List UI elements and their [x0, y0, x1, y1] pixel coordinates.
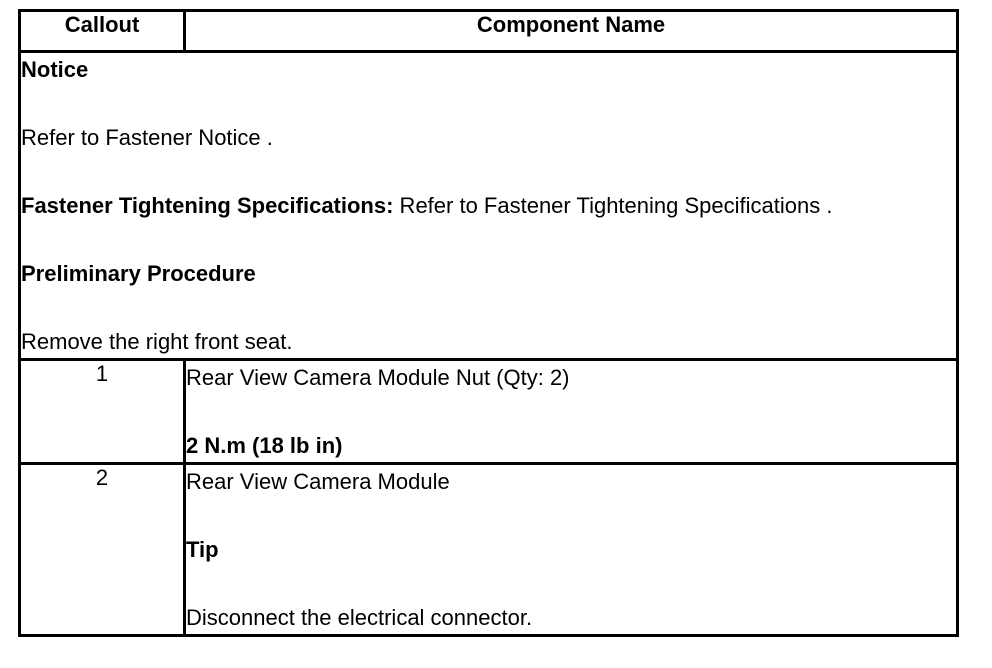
preliminary-procedure-text: Remove the right front seat.: [21, 329, 293, 354]
tightening-spec-line: [21, 189, 956, 222]
notice-heading: Notice: [21, 57, 89, 82]
table-header-row: [20, 11, 958, 52]
preliminary-procedure-heading: Preliminary Procedure: [21, 261, 256, 286]
tip-heading: Tip: [186, 537, 219, 562]
callout-cell: 1: [20, 360, 185, 464]
intro-row: [20, 52, 958, 360]
intro-cell: [20, 52, 958, 360]
component-cell: [185, 464, 958, 636]
callout-column-header: Callout: [20, 11, 185, 52]
tightening-spec-label: Fastener Tightening Specifications:: [21, 193, 394, 218]
torque-spec: 2 N.m (18 lb in): [186, 433, 343, 458]
component-table-container: [18, 9, 956, 637]
component-table: [18, 9, 959, 637]
component-name-column-header: Component Name: [185, 11, 958, 52]
table-row: [20, 360, 958, 464]
notice-text: Refer to Fastener Notice .: [21, 125, 273, 150]
component-cell: [185, 360, 958, 464]
component-name: Rear View Camera Module: [186, 469, 450, 494]
tip-text: Disconnect the electrical connector.: [186, 605, 533, 630]
tightening-spec-text: Refer to Fastener Tightening Specifications .: [393, 193, 833, 218]
callout-cell: 2: [20, 464, 185, 636]
table-row: [20, 464, 958, 636]
component-name: Rear View Camera Module Nut (Qty: 2): [186, 365, 570, 390]
